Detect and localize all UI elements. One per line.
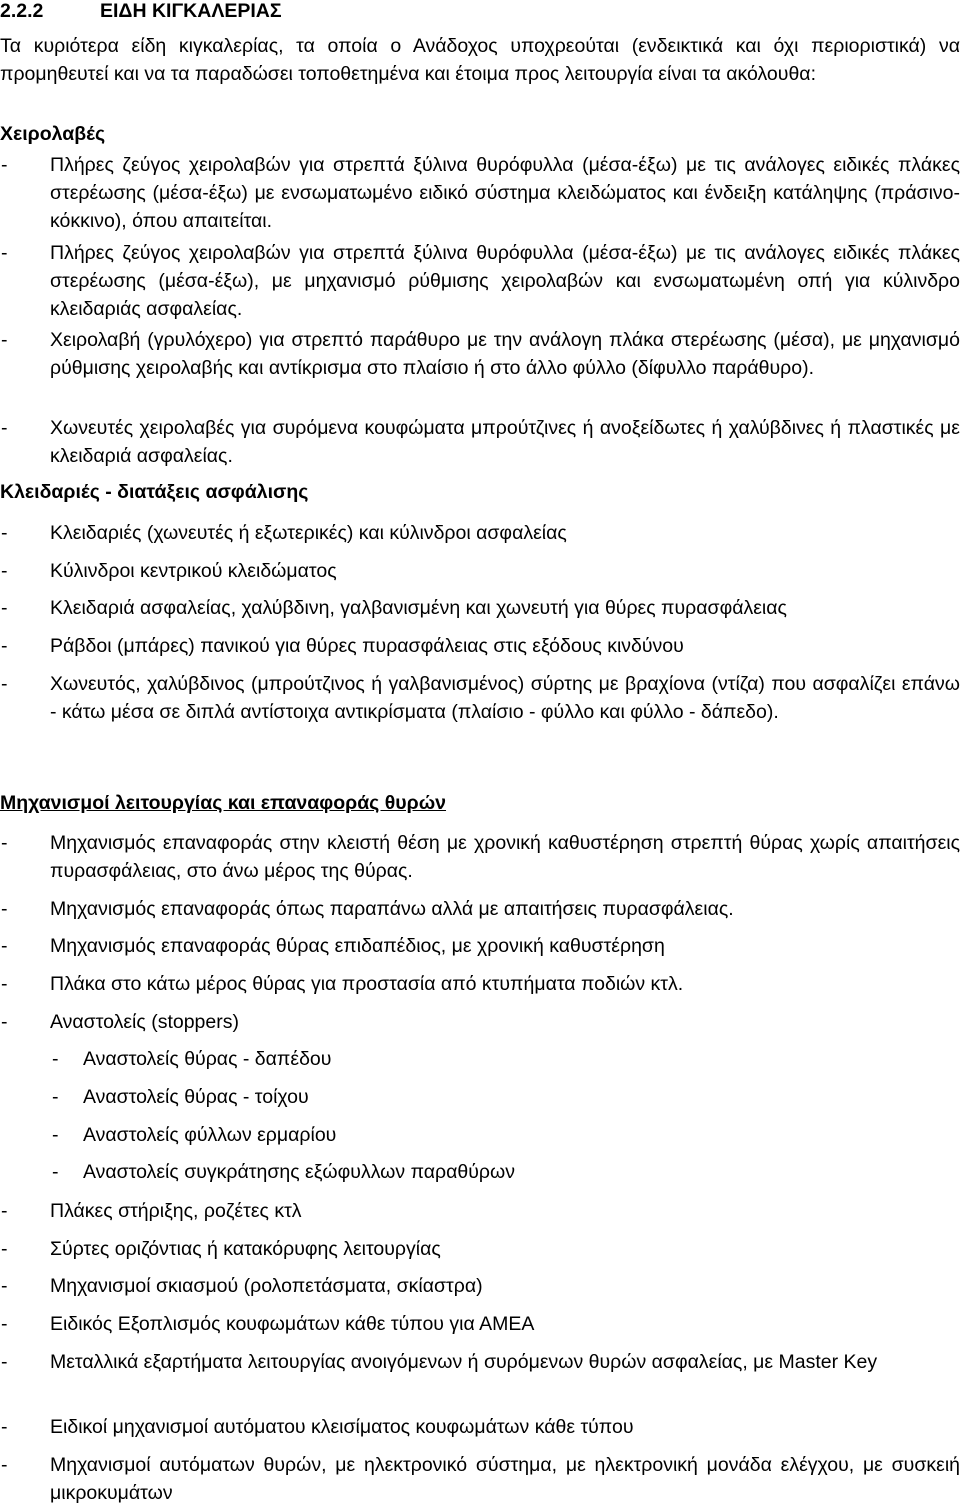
list-dash: - — [1, 935, 8, 957]
list-item — [0, 326, 960, 382]
list-item — [0, 519, 960, 547]
list-dash: - — [1, 898, 8, 920]
list-item-text: Αναστολείς φύλλων ερμαρίου — [83, 1124, 337, 1146]
list-dash: - — [1, 242, 8, 264]
list-item — [0, 239, 960, 323]
list-item — [0, 1451, 960, 1507]
list-item — [0, 414, 960, 470]
list-dash: - — [52, 1161, 59, 1183]
section-number: 2.2.2 — [0, 0, 44, 22]
nested-list-item — [0, 1083, 960, 1111]
list-item-text: Αναστολείς θύρας - δαπέδου — [83, 1048, 332, 1070]
list-item — [0, 829, 960, 885]
list-item — [0, 670, 960, 726]
list-item-text: Χειρολαβή (γρυλόχερο) για στρεπτό παράθυρο με την ανάλογη πλάκα στερέωσης (μέσα), με μηχανισμό ρύθμισης χειρολαβής και αντίκρισμα στο πλαίσιο ή στο άλλο φύλλο (δίφυλλο παράθυρο). — [50, 329, 960, 379]
list-item-text: Κύλινδροι κεντρικού κλειδώματος — [50, 560, 337, 582]
list-item — [0, 557, 960, 585]
list-item-text: Μηχανισμοί αυτόματων θυρών, με ηλεκτρονικό σύστημα, με ηλεκτρονική μονάδα ελέγχου, με συσκειή μικροκυμάτων — [50, 1454, 960, 1504]
list-item — [0, 1008, 960, 1036]
list-item — [0, 1310, 960, 1338]
list-dash: - — [1, 1200, 8, 1222]
list-item-text: Αναστολείς θύρας - τοίχου — [83, 1086, 309, 1108]
list-item — [0, 151, 960, 235]
list-item-text: Κλειδαριά ασφαλείας, χαλύβδινη, γαλβανισμένη και χωνευτή για θύρες πυρασφάλειας — [50, 597, 787, 619]
list-item-text: Ράβδοι (μπάρες) πανικού για θύρες πυρασφάλειας στις εξόδους κινδύνου — [50, 635, 684, 657]
list-item-text: Ειδικός Εξοπλισμός κουφωμάτων κάθε τύπου για ΑΜΕΑ — [50, 1313, 535, 1335]
list-item — [0, 632, 960, 660]
list-item — [0, 594, 960, 622]
list-dash: - — [1, 1313, 8, 1335]
list-item-text: Κλειδαριές (χωνευτές ή εξωτερικές) και κύλινδροι ασφαλείας — [50, 522, 567, 544]
nested-list-item — [0, 1045, 960, 1073]
list-item — [0, 895, 960, 923]
mechanisms-heading: Μηχανισμοί λειτουργίας και επαναφοράς θυρών — [0, 792, 447, 814]
nested-list-item — [0, 1158, 960, 1186]
list-item — [0, 1235, 960, 1263]
list-dash: - — [52, 1048, 59, 1070]
intro-paragraph: Τα κυριότερα είδη κιγκαλερίας, τα οποία ο Ανάδοχος υποχρεούται (ενδεικτικά και όχι περιοριστικά) να προμηθευτεί και να τα παραδώσει τοποθετημένα και έτοιμα προς λειτουργία είναι τα ακόλουθα: — [0, 35, 960, 85]
list-item-text: Πλάκες στήριξης, ροζέτες κτλ — [50, 1200, 302, 1222]
list-item-text: Χωνευτές χειρολαβές για συρόμενα κουφώματα μπρούτζινες ή ανοξείδωτες ή χαλύβδινες ή πλαστικές με κλειδαριά ασφαλείας. — [50, 417, 960, 467]
list-item-text: Μηχανισμοί σκιασμού (ρολοπετάσματα, σκίαστρα) — [50, 1275, 483, 1297]
list-dash: - — [1, 973, 8, 995]
list-dash: - — [1, 560, 8, 582]
list-item — [0, 1197, 960, 1225]
list-item-text: Μεταλλικά εξαρτήματα λειτουργίας ανοιγόμενων ή συρόμενων θυρών ασφαλείας, με Master Key — [50, 1351, 878, 1373]
list-item-text: Πλήρες ζεύγος χειρολαβών για στρεπτά ξύλινα θυρόφυλλα (μέσα-έξω) με τις ανάλογες ειδικές πλάκες στερέωσης (μέσα-έξω) με ενσωματωμένο ειδικό σύστημα κλειδώματος και ένδειξη κατάληψης (πράσινο-κόκκινο), όπου απαιτείται. — [50, 154, 960, 232]
list-item — [0, 1413, 960, 1441]
list-dash: - — [1, 1416, 8, 1438]
section-heading — [0, 0, 282, 23]
list-item-text: Ειδικοί μηχανισμοί αυτόματου κλεισίματος κουφωμάτων κάθε τύπου — [50, 1416, 634, 1438]
list-dash: - — [52, 1124, 59, 1146]
section-title: ΕΙΔΗ ΚΙΓΚΑΛΕΡΙΑΣ — [100, 0, 282, 22]
list-dash: - — [1, 673, 8, 695]
list-dash: - — [1, 154, 8, 176]
list-item — [0, 932, 960, 960]
list-dash: - — [1, 417, 8, 439]
list-item — [0, 1272, 960, 1300]
list-dash: - — [1, 1238, 8, 1260]
list-item-text: Αναστολείς συγκράτησης εξώφυλλων παραθύρων — [83, 1161, 515, 1183]
list-dash: - — [1, 329, 8, 351]
list-item-text: Πλήρες ζεύγος χειρολαβών για στρεπτά ξύλινα θυρόφυλλα (μέσα-έξω) με τις ανάλογες ειδικές πλάκες στερέωσης (μέσα-έξω), με μηχανισμό ρύθμισης χειρολαβών και ενσωματωμένη οπή για κύλινδρο κλειδαριάς ασφαλείας. — [50, 242, 960, 320]
list-item-text: Πλάκα στο κάτω μέρος θύρας για προστασία από κτυπήματα ποδιών κτλ. — [50, 973, 684, 995]
list-dash: - — [1, 1011, 8, 1033]
handles-heading: Χειρολαβές — [0, 123, 106, 145]
list-item-text: Μηχανισμός επαναφοράς στην κλειστή θέση με χρονική καθυστέρηση στρεπτή θύρας χωρίς απαιτήσεις πυρασφάλειας, στο άνω μέρος της θύρας. — [50, 832, 960, 882]
list-dash: - — [1, 522, 8, 544]
list-item — [0, 1348, 960, 1376]
list-dash: - — [1, 1454, 8, 1476]
list-item-text: Αναστολείς (stoppers) — [50, 1011, 239, 1033]
list-dash: - — [52, 1086, 59, 1108]
list-item-text: Μηχανισμός επαναφοράς όπως παραπάνω αλλά με απαιτήσεις πυρασφάλειας. — [50, 898, 734, 920]
list-item-text: Σύρτες οριζόντιας ή κατακόρυφης λειτουργίας — [50, 1238, 441, 1260]
locks-heading: Κλειδαριές - διατάξεις ασφάλισης — [0, 481, 309, 503]
nested-list-item — [0, 1121, 960, 1149]
list-item-text: Μηχανισμός επαναφοράς θύρας επιδαπέδιος, με χρονική καθυστέρηση — [50, 935, 665, 957]
list-dash: - — [1, 635, 8, 657]
list-item — [0, 970, 960, 998]
list-dash: - — [1, 832, 8, 854]
list-dash: - — [1, 597, 8, 619]
list-item-text: Χωνευτός, χαλύβδινος (μπρούτζινος ή γαλβανισμένος) σύρτης με βραχίονα (ντίζα) που ασφαλίζει επάνω - κάτω μέσα σε διπλά αντίστοιχα αντικρίσματα (πλαίσιο - φύλλο και φύλλο - δάπεδο). — [50, 673, 960, 723]
list-dash: - — [1, 1351, 8, 1373]
list-dash: - — [1, 1275, 8, 1297]
